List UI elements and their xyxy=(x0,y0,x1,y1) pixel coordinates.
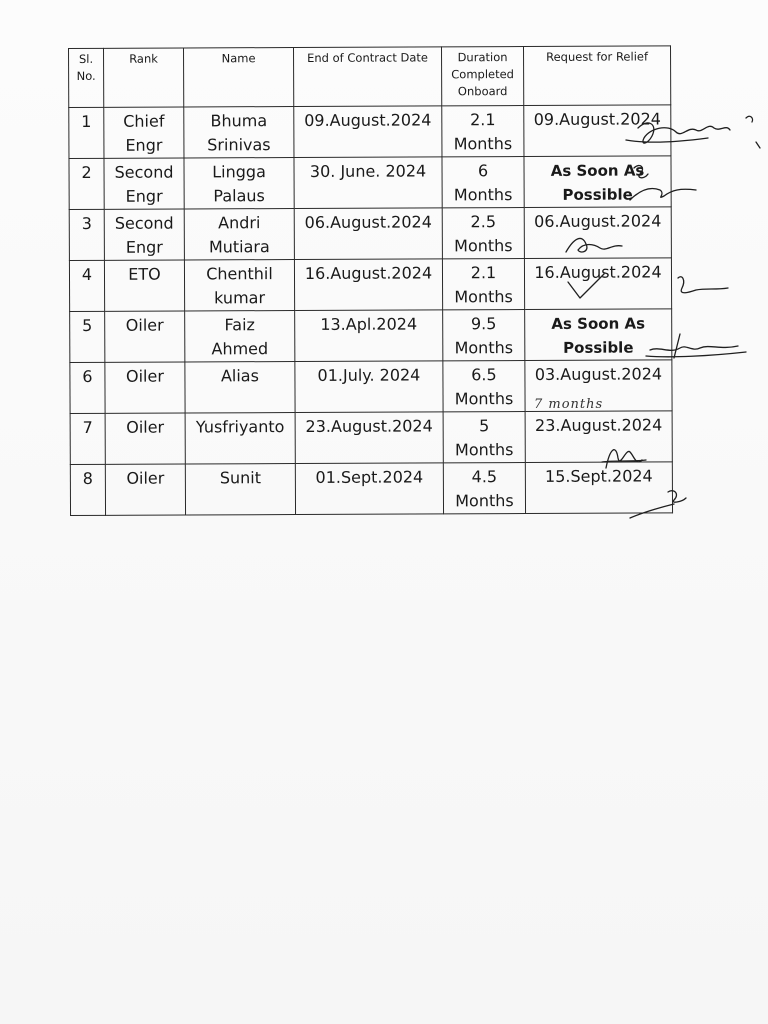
cell-request-relief: 16.August.2024 xyxy=(524,258,671,310)
table-row xyxy=(69,258,671,312)
cell-sl-no: 3 xyxy=(69,209,104,260)
cell-rank: Oiler xyxy=(105,311,185,362)
cell-sl-no: 5 xyxy=(70,311,105,362)
table-row xyxy=(70,309,672,363)
cell-end-date: 30. June. 2024 xyxy=(294,157,442,209)
cell-end-date: 13.Apl.2024 xyxy=(295,310,443,362)
cell-duration: 6 Months xyxy=(442,157,524,208)
cell-end-date: 01.Sept.2024 xyxy=(295,463,443,515)
cell-rank: Chief Engr xyxy=(104,107,184,158)
cell-rank: ETO xyxy=(104,260,184,311)
cell-duration: 6.5 Months xyxy=(443,361,525,412)
cell-name: Lingga Palaus xyxy=(184,158,294,209)
cell-end-date: 16.August.2024 xyxy=(294,259,442,311)
header-row xyxy=(69,46,671,108)
cell-sl-no: 7 xyxy=(70,413,105,464)
cell-request-relief: 15.Sept.2024 xyxy=(525,462,672,514)
cell-name: Sunit xyxy=(185,464,295,515)
cell-rank: Second Engr xyxy=(104,158,184,209)
cell-sl-no: 4 xyxy=(69,260,104,311)
cell-name: Chenthil kumar xyxy=(184,260,294,311)
cell-rank: Oiler xyxy=(105,362,185,413)
table-row xyxy=(69,207,671,261)
cell-name: Yusfriyanto xyxy=(185,413,295,464)
table-row xyxy=(70,411,672,465)
relief-request-table xyxy=(68,45,673,516)
cell-name: Bhuma Srinivas xyxy=(184,107,294,158)
cell-name: Andri Mutiara xyxy=(184,209,294,260)
cell-end-date: 06.August.2024 xyxy=(294,208,442,260)
cell-rank: Oiler xyxy=(105,413,185,464)
header-duration: Duration Completed Onboard xyxy=(441,47,523,106)
cell-name: Alias xyxy=(185,362,295,413)
cell-duration: 2.1 Months xyxy=(442,106,524,157)
cell-request-relief: 23.August.2024 xyxy=(525,411,672,463)
table-row xyxy=(70,462,672,516)
header-rank: Rank xyxy=(104,48,184,107)
cell-request-relief: As Soon As Possible xyxy=(525,309,672,361)
cell-rank: Oiler xyxy=(105,464,185,515)
table-row xyxy=(69,156,671,210)
cell-sl-no: 6 xyxy=(70,362,105,413)
header-request-relief: Request for Relief xyxy=(523,46,670,106)
cell-duration: 2.1 Months xyxy=(442,259,524,310)
cell-request-relief: 06.August.2024 xyxy=(524,207,671,259)
cell-end-date: 23.August.2024 xyxy=(295,412,443,464)
cell-duration: 4.5 Months xyxy=(443,463,525,514)
cell-request-relief: 03.August.2024 xyxy=(525,360,672,412)
header-name: Name xyxy=(184,48,294,107)
header-end-of-contract: End of Contract Date xyxy=(294,47,442,107)
handwritten-note: 7 months xyxy=(534,397,604,412)
cell-end-date: 09.August.2024 xyxy=(294,106,442,158)
cell-name: Faiz Ahmed xyxy=(185,311,295,362)
cell-duration: 2.5 Months xyxy=(442,208,524,259)
header-sl-no: Sl. No. xyxy=(69,48,104,107)
cell-request-relief: 09.August.2024 xyxy=(524,105,671,157)
cell-request-relief: As Soon As Possible xyxy=(524,156,671,208)
cell-sl-no: 8 xyxy=(70,464,105,515)
cell-sl-no: 2 xyxy=(69,158,104,209)
cell-end-date: 01.July. 2024 xyxy=(295,361,443,413)
table-row xyxy=(69,105,671,159)
cell-rank: Second Engr xyxy=(104,209,184,260)
cell-duration: 5 Months xyxy=(443,412,525,463)
cell-duration: 9.5 Months xyxy=(443,310,525,361)
cell-sl-no: 1 xyxy=(69,107,104,158)
